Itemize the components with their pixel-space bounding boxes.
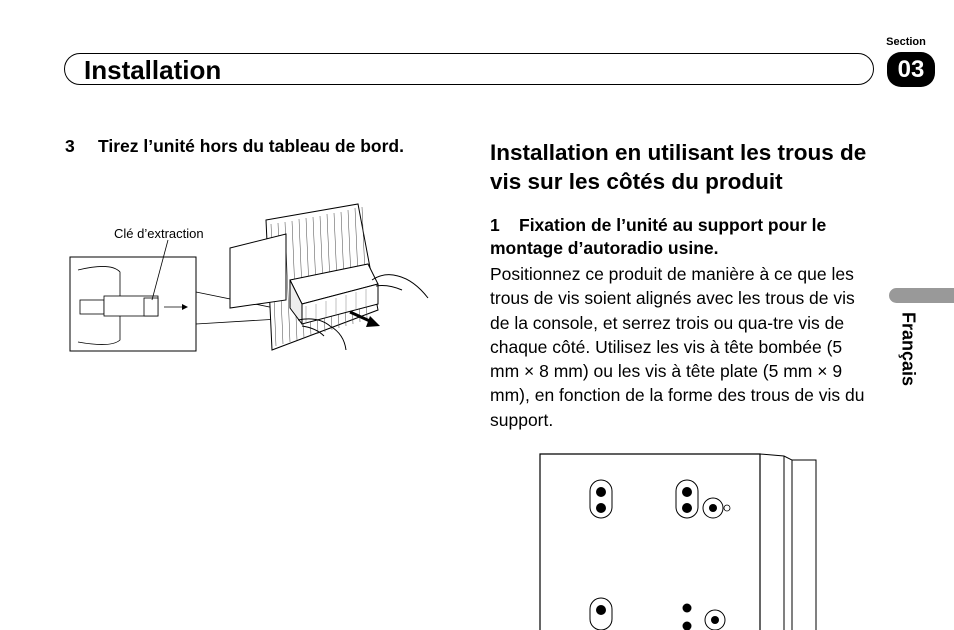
removal-illustration [66,200,456,360]
section-heading: Installation en utilisant les trous de vis sur les côtés du produit [490,140,867,194]
page-title: Installation [84,55,222,85]
section-label: Section [886,36,926,48]
step-1-text: Fixation de l’unité au support pour le montage d’autoradio usine. [490,215,827,258]
figure-label: Clé d’extraction [114,226,204,241]
bracket-illustration [530,450,830,630]
step-3-text: Tirez l’unité hors du tableau de bord. [98,136,404,156]
language-label: Français [898,312,919,387]
step-1-instruction [490,214,880,260]
language-tab [889,288,954,303]
step-1-number: 1 [490,215,500,235]
step-3-instruction [65,135,425,158]
section-number-badge: 03 [887,52,935,87]
body-paragraph: Positionnez ce produit de manière à ce que les trous de vis soient alignés avec les trous de vis de la console, et serrez trois ou qua-tre vis de chaque côté. Utilisez les vis à tête bombée (5 mm × 8 mm) ou les vis à tête plate (5 mm × 9 mm), en fonction de la forme des trous de vis du support. [490,264,865,430]
step-3-number: 3 [65,136,75,156]
